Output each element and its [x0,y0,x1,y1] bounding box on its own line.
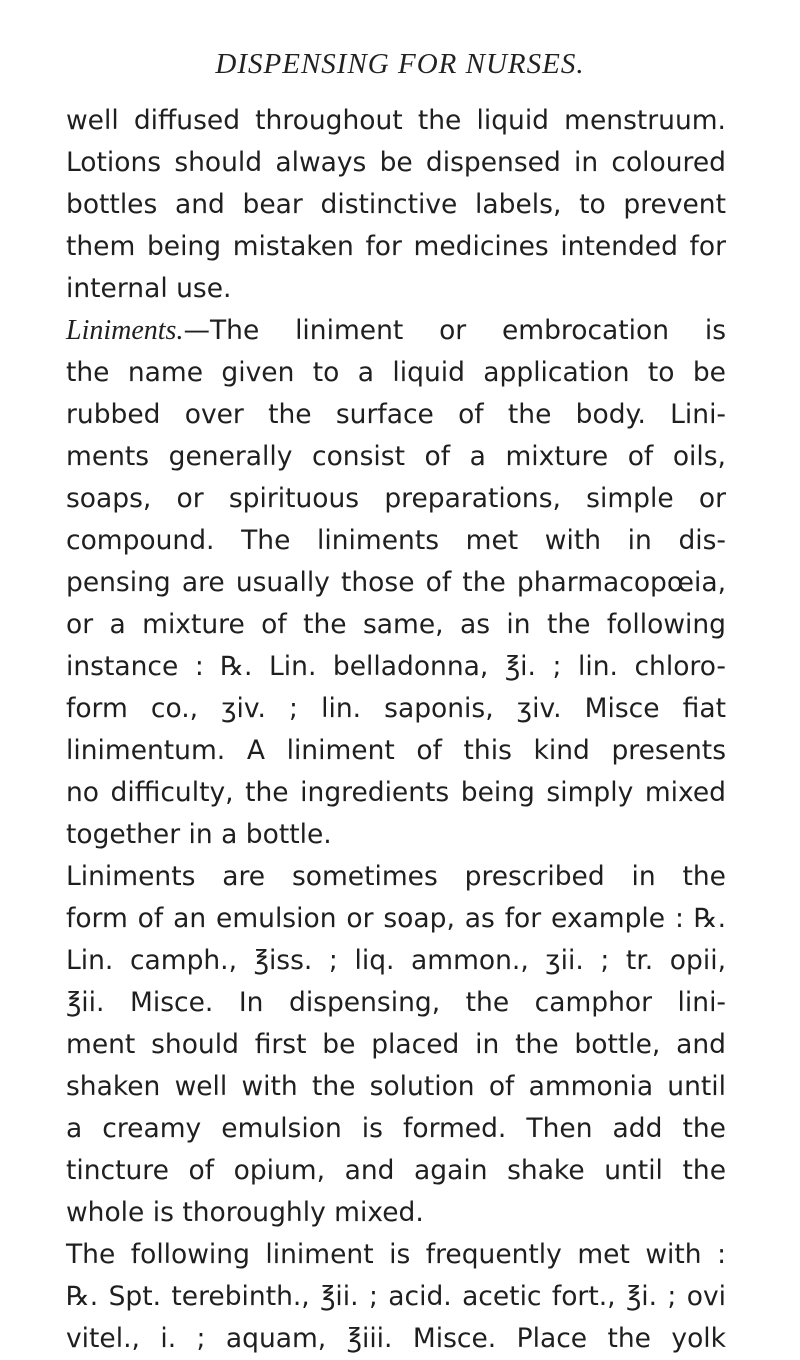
text-line: Lotions should always be dispensed in coloured [66,147,726,178]
text-line: no difficulty, the ingredients being simply mixed [66,777,726,808]
text-line: Lin. camph., ℥iss. ; liq. ammon., ʒii. ; tr. opii, [66,945,726,976]
text-line-rest: —The liniment or embrocation is [183,315,726,346]
text-line: pensing are usually those of the pharmacopœia, [66,567,726,598]
text-line: compound. The liniments met with in dis- [66,525,726,556]
text-line: ℥ii. Misce. In dispensing, the camphor lini- [66,987,726,1018]
text-line: ments generally consist of a mixture of oils, [66,441,726,472]
text-line: together in a bottle. [66,819,332,850]
text-line: them being mistaken for medicines intended for [66,231,726,262]
section-heading-liniments: Liniments. [66,315,184,346]
text-line: or a mixture of the same, as in the following [66,609,726,640]
text-line: well diffused throughout the liquid menstruum. [66,105,726,136]
running-head: DISPENSING FOR NURSES. [215,48,585,80]
text-line: Liniments are sometimes prescribed in the [66,861,726,892]
text-line: form of an emulsion or soap, as for example : ℞. [66,903,726,934]
text-line: form co., ʒiv. ; lin. saponis, ʒiv. Misce fiat [66,693,726,724]
text-line: tincture of opium, and again shake until the [66,1155,726,1186]
text-line: the name given to a liquid application to be [66,357,726,388]
text-line: instance : ℞. Lin. belladonna, ℥i. ; lin. chloro- [66,651,726,682]
text-line: rubbed over the surface of the body. Lini- [66,399,726,430]
text-line: soaps, or spirituous preparations, simple or [66,483,726,514]
text-line: The following liniment is frequently met with : [66,1239,726,1270]
text-line: shaken well with the solution of ammonia until [66,1071,726,1102]
text-line [66,310,726,352]
text-line: whole is thoroughly mixed. [66,1197,424,1228]
text-line: bottles and bear distinctive labels, to prevent [66,189,726,220]
text-line: ment should first be placed in the bottle, and [66,1029,726,1060]
text-line: internal use. [66,273,232,304]
text-line: vitel., i. ; aquam, ℥iii. Misce. Place the yolk [66,1323,726,1354]
text-line: linimentum. A liniment of this kind presents [66,735,726,766]
text-line: a creamy emulsion is formed. Then add the [66,1113,726,1144]
text-line: ℞. Spt. terebinth., ℥ii. ; acid. acetic fort., ℥i. ; ovi [66,1281,726,1312]
